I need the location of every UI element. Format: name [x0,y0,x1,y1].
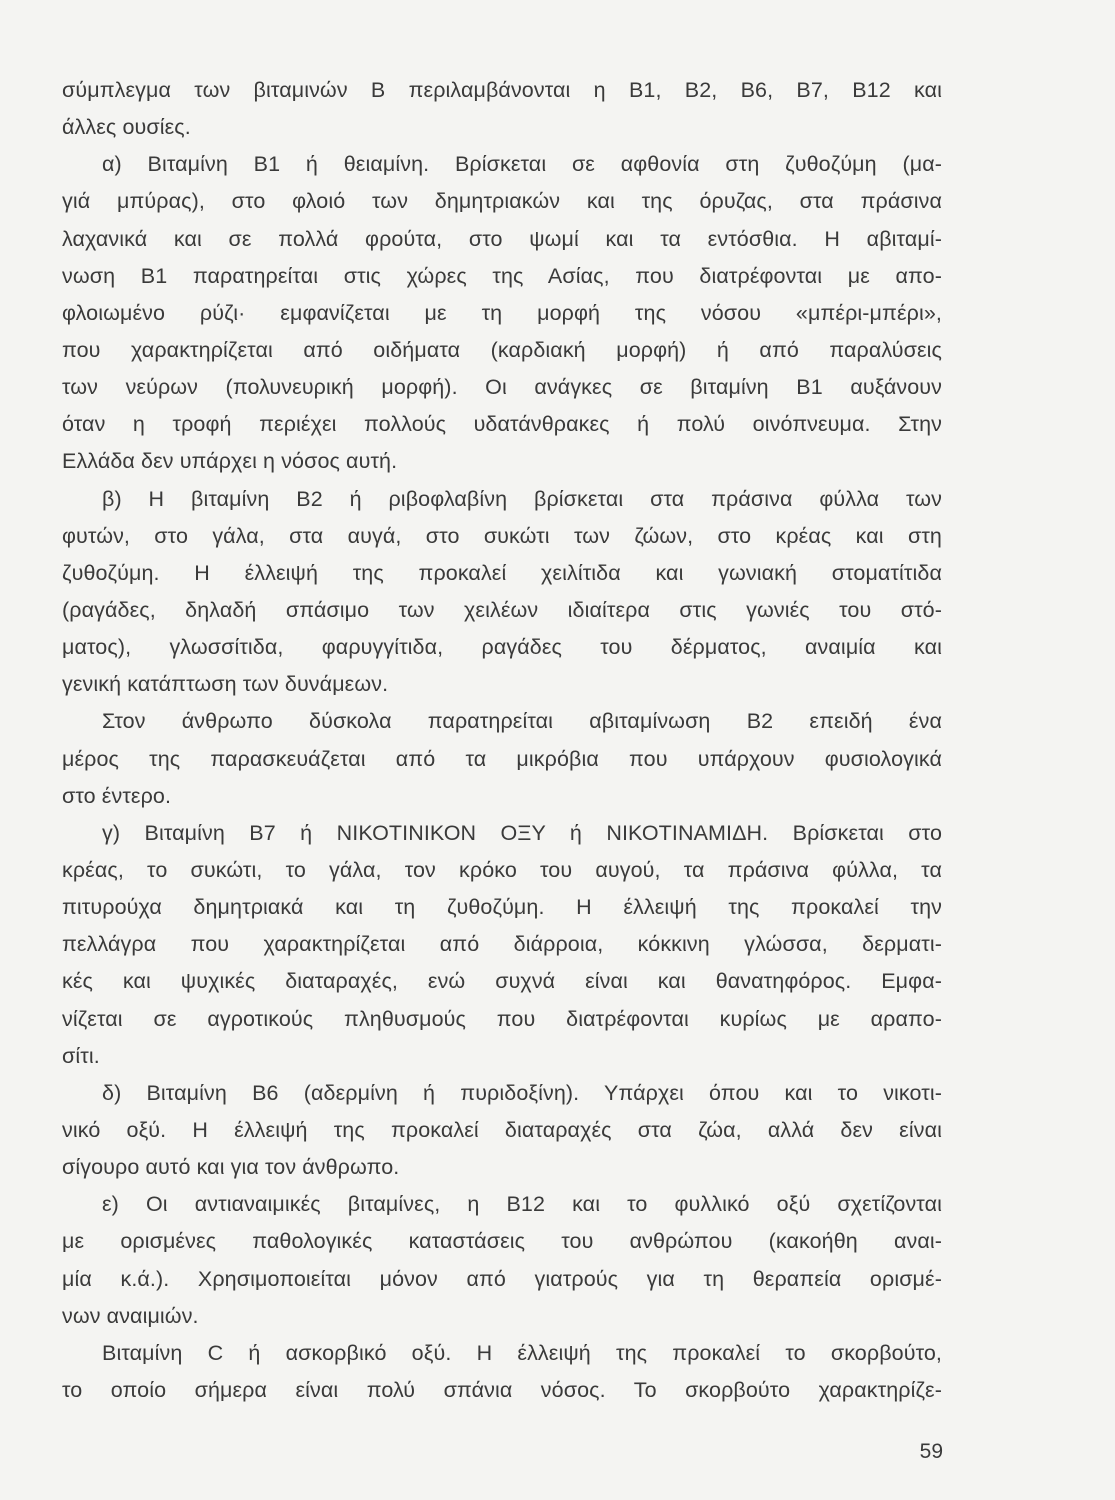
text-line: ζυθοζύμη. Η έλλειψή της προκαλεί χειλίτιδα και γωνιακή στοματίτιδα [62,560,942,585]
text-line: δ) Βιταμίνη Β6 (αδερμίνη ή πυριδοξίνη). Υπάρχει όπου και το νικοτι- [102,1080,942,1105]
text-line: Στον άνθρωπο δύσκολα παρατηρείται αβιταμίνωση Β2 επειδή ένα [102,709,942,734]
text-line: σύμπλεγμα των βιταμινών Β περιλαμβάνονται η Β1, Β2, Β6, Β7, Β12 και [62,78,942,102]
text-line: στο έντερο. [62,783,172,808]
text-line: φλοιωμένο ρύζι· εμφανίζεται με τη μορφή της νόσου «μπέρι-μπέρι», [62,300,942,325]
page-body [62,72,942,1409]
text-line: ε) Οι αντιαναιμικές βιταμίνες, η Β12 και το φυλλικό οξύ σχετίζονται [102,1192,942,1217]
text-line: νωση Β1 παρατηρείται στις χώρες της Ασίας, που διατρέφονται με απο- [62,263,942,288]
text-line: άλλες ουσίες. [62,115,191,140]
page-number: 59 [919,1440,943,1463]
text-line: α) Βιταμίνη Β1 ή θειαμίνη. Βρίσκεται σε αφθονία στη ζυθοζύμη (μα- [102,152,942,177]
text-line: νίζεται σε αγροτικούς πληθυσμούς που διατρέφονται κυρίως με αραπο- [62,1006,942,1031]
text-line: όταν η τροφή περιέχει πολλούς υδατάνθρακες ή πολύ οινόπνευμα. Στην [62,412,942,437]
text-line: με ορισμένες παθολογικές καταστάσεις του ανθρώπου (κακοήθη αναι- [62,1229,942,1254]
text-line: λαχανικά και σε πολλά φρούτα, στο ψωμί και τα εντόσθια. Η αβιταμί- [62,226,942,251]
text-line: κρέας, το συκώτι, το γάλα, τον κρόκο του αυγού, τα πράσινα φύλλα, τα [62,857,942,882]
text-line: β) Η βιταμίνη Β2 ή ριβοφλαβίνη βρίσκεται στα πράσινα φύλλα των [102,486,942,511]
text-line: μέρος της παρασκευάζεται από τα μικρόβια που υπάρχουν φυσιολογικά [62,746,942,771]
text-line: πιτυρούχα δημητριακά και τη ζυθοζύμη. Η έλλειψή της προκαλεί την [62,895,942,920]
text-line: σίτι. [62,1043,100,1068]
text-line: νικό οξύ. Η έλλειψή της προκαλεί διαταραχές στα ζώα, αλλά δεν είναι [62,1117,942,1142]
text-line: το οποίο σήμερα είναι πολύ σπάνια νόσος. Το σκορβούτο χαρακτηρίζε- [62,1377,942,1402]
text-line: των νεύρων (πολυνευρική μορφή). Οι ανάγκες σε βιταμίνη Β1 αυξάνουν [62,375,942,400]
text-line: νων αναιμιών. [62,1303,199,1328]
text-line: φυτών, στο γάλα, στα αυγά, στο συκώτι των ζώων, στο κρέας και στη [62,523,942,548]
text-line: κές και ψυχικές διαταραχές, ενώ συχνά είναι και θανατηφόρος. Εμφα- [62,969,942,994]
text-line: (ραγάδες, δηλαδή σπάσιμο των χειλέων ιδιαίτερα στις γωνιές του στό- [62,597,942,622]
text-line: σίγουρο αυτό και για τον άνθρωπο. [62,1155,400,1180]
text-line: γιά μπύρας), στο φλοιό των δημητριακών και της όρυζας, στα πράσινα [62,189,942,214]
text-line: ματος), γλωσσίτιδα, φαρυγγίτιδα, ραγάδες του δέρματος, αναιμία και [62,635,942,660]
text-line: γ) Βιταμίνη Β7 ή ΝΙΚΟΤΙΝΙΚΟΝ ΟΞΥ ή ΝΙΚΟΤΙΝΑΜΙΔΗ. Βρίσκεται στο [102,820,942,845]
text-line: γενική κατάπτωση των δυνάμεων. [62,672,389,697]
text-line: Βιταμίνη C ή ασκορβικό οξύ. Η έλλειψή της προκαλεί το σκορβούτο, [102,1340,942,1365]
text-line: μία κ.ά.). Χρησιμοποιείται μόνον από γιατρούς για τη θεραπεία ορισμέ- [62,1266,942,1291]
text-line: πελλάγρα που χαρακτηρίζεται από διάρροια, κόκκινη γλώσσα, δερματι- [62,932,942,957]
text-line: που χαρακτηρίζεται από οιδήματα (καρδιακή μορφή) ή από παραλύσεις [62,337,942,362]
text-line: Ελλάδα δεν υπάρχει η νόσος αυτή. [62,449,398,474]
